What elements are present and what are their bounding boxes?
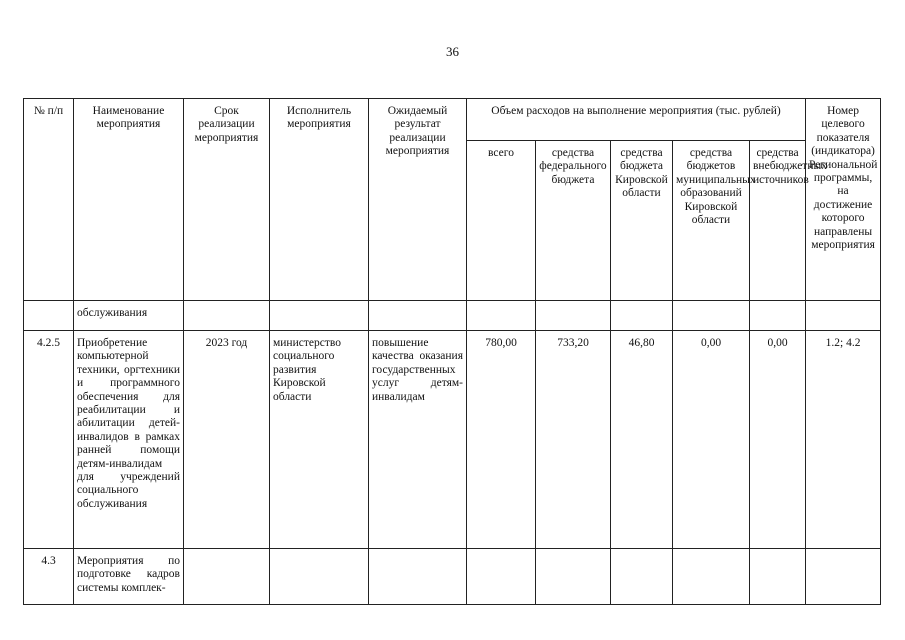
cell-total [467,549,536,605]
cell-federal: 733,20 [536,331,611,549]
cell-name: обслуживания [74,301,184,331]
header-row-top [24,99,881,141]
header-expenses: Объем расходов на выполнение мероприятия (тыс. рублей) [467,99,806,141]
header-term: Срок реализации мероприятия [184,99,270,301]
table-row [24,331,881,549]
cell-num: 4.2.5 [24,331,74,549]
header-indicator: Номер целевого показателя (индикатора) Региональной программы, на достижение которого направлены мероприятия [806,99,881,301]
header-total: всего [467,141,536,301]
cell-regional: 46,80 [611,331,673,549]
cell-executor [270,301,369,331]
header-extra: средства внебюджетных источников [750,141,806,301]
cell-federal [536,549,611,605]
cell-executor [270,549,369,605]
cell-extra: 0,00 [750,331,806,549]
cell-federal [536,301,611,331]
header-regional: средства бюджета Кировской области [611,141,673,301]
cell-regional [611,549,673,605]
cell-indicator [806,301,881,331]
cell-name: Мероприятия по подготовке кадров системы комплек- [74,549,184,605]
cell-result [369,301,467,331]
cell-indicator [806,549,881,605]
cell-executor: министерство социального развития Кировской области [270,331,369,549]
expenses-table [23,98,881,605]
cell-municipal: 0,00 [673,331,750,549]
cell-result [369,549,467,605]
cell-municipal [673,301,750,331]
cell-regional [611,301,673,331]
table-row [24,301,881,331]
header-executor: Исполнитель мероприятия [270,99,369,301]
table-row [24,549,881,605]
header-name: Наименование мероприятия [74,99,184,301]
cell-term: 2023 год [184,331,270,549]
cell-result: повышение качества оказания государственных услуг детям-инвалидам [369,331,467,549]
cell-total [467,301,536,331]
cell-term [184,549,270,605]
cell-name: Приобретение компьютерной техники, оргтехники и программного обеспечения для реабилитации и абилитации детей-инвалидов в рамках ранней помощи детям-инвалидам для учреждений социального обслуживания [74,331,184,549]
cell-total: 780,00 [467,331,536,549]
cell-extra [750,549,806,605]
header-municipal: средства бюджетов муниципальных образований Кировской области [673,141,750,301]
cell-municipal [673,549,750,605]
header-result: Ожидаемый результат реализации мероприятия [369,99,467,301]
header-num: № п/п [24,99,74,301]
cell-num [24,301,74,331]
header-federal: средства федерального бюджета [536,141,611,301]
cell-extra [750,301,806,331]
cell-num: 4.3 [24,549,74,605]
cell-term [184,301,270,331]
page-number: 36 [446,44,459,59]
cell-indicator: 1.2; 4.2 [806,331,881,549]
